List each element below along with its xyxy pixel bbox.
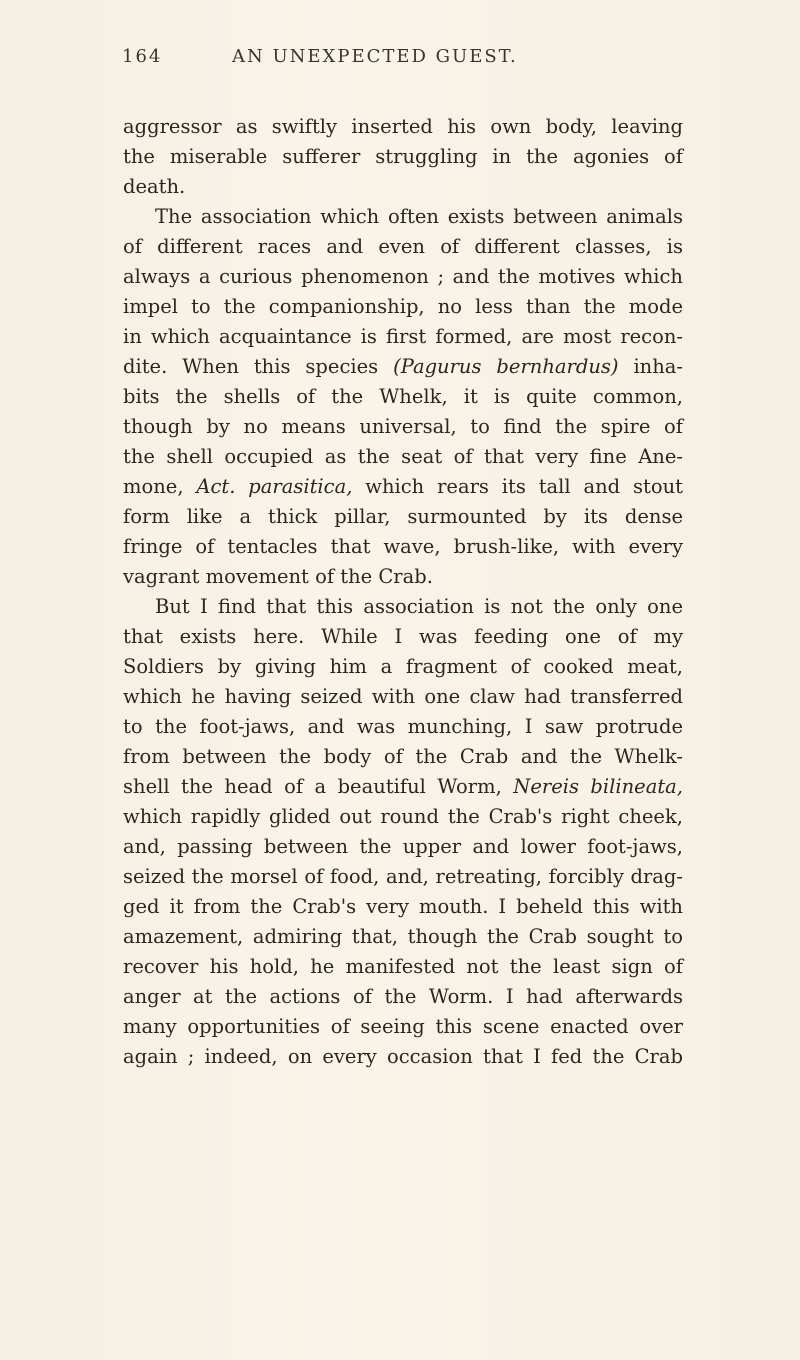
text-line: of different races and even of different classes, is bbox=[123, 235, 683, 258]
page-number: 164 bbox=[122, 46, 163, 67]
text-line: which he having seized with one claw had transferred bbox=[123, 685, 683, 708]
text-line: Soldiers by giving him a fragment of cooked meat, bbox=[123, 655, 683, 678]
text-segment: dite. When this species bbox=[123, 355, 379, 378]
text-line: in which acquaintance is first formed, are most recon- bbox=[123, 325, 683, 348]
text-line: that exists here. While I was feeding one of my bbox=[123, 625, 683, 648]
text-line: again ; indeed, on every occasion that I fed the Crab bbox=[123, 1045, 683, 1068]
text-line: form like a thick pillar, surmounted by its dense bbox=[123, 505, 683, 528]
text-line bbox=[123, 472, 683, 502]
text-line: anger at the actions of the Worm. I had afterwards bbox=[123, 985, 683, 1008]
text-line: and, passing between the upper and lower foot-jaws, bbox=[123, 835, 683, 858]
running-head bbox=[122, 46, 682, 76]
species-name-actinia: Act. parasitica, bbox=[196, 475, 353, 498]
text-line: vagrant movement of the Crab. bbox=[123, 565, 433, 588]
text-line: many opportunities of seeing this scene enacted over bbox=[123, 1015, 683, 1038]
text-line: seized the morsel of food, and, retreating, forcibly drag- bbox=[123, 865, 683, 888]
text-line: bits the shells of the Whelk, it is quite common, bbox=[123, 385, 683, 408]
text-line: though by no means universal, to find the spire of bbox=[123, 415, 683, 438]
text-line: death. bbox=[123, 175, 186, 198]
text-line: the shell occupied as the seat of that very fine Ane- bbox=[123, 445, 683, 468]
text-segment: mone, bbox=[123, 475, 184, 498]
text-line: always a curious phenomenon ; and the motives which bbox=[123, 265, 683, 288]
text-line: recover his hold, he manifested not the least sign of bbox=[123, 955, 683, 978]
text-segment: which rears its tall and stout bbox=[365, 475, 683, 498]
text-line: fringe of tentacles that wave, brush-like, with every bbox=[123, 535, 683, 558]
species-name-pagurus: (Pagurus bernhardus) bbox=[393, 355, 619, 378]
text-segment: shell the head of a beautiful Worm, bbox=[123, 775, 502, 798]
text-line: aggressor as swiftly inserted his own body, leaving bbox=[123, 115, 683, 138]
text-line: The association which often exists between animals bbox=[155, 205, 683, 228]
text-line: to the foot-jaws, and was munching, I saw protrude bbox=[123, 715, 683, 738]
species-name-nereis: Nereis bilineata, bbox=[513, 775, 684, 798]
text-line: from between the body of the Crab and the Whelk- bbox=[123, 745, 683, 768]
text-segment: inha- bbox=[633, 355, 684, 378]
text-line: impel to the companionship, no less than the mode bbox=[123, 295, 683, 318]
text-line: amazement, admiring that, though the Crab sought to bbox=[123, 925, 683, 948]
body-text bbox=[123, 112, 683, 1072]
text-line: ged it from the Crab's very mouth. I beheld this with bbox=[123, 895, 683, 918]
text-line: which rapidly glided out round the Crab's right cheek, bbox=[123, 805, 683, 828]
text-line: the miserable sufferer struggling in the agonies of bbox=[123, 145, 683, 168]
text-line: But I find that this association is not the only one bbox=[155, 595, 683, 618]
running-title: AN UNEXPECTED GUEST. bbox=[232, 46, 518, 67]
text-line bbox=[123, 352, 683, 382]
text-line bbox=[123, 772, 683, 802]
